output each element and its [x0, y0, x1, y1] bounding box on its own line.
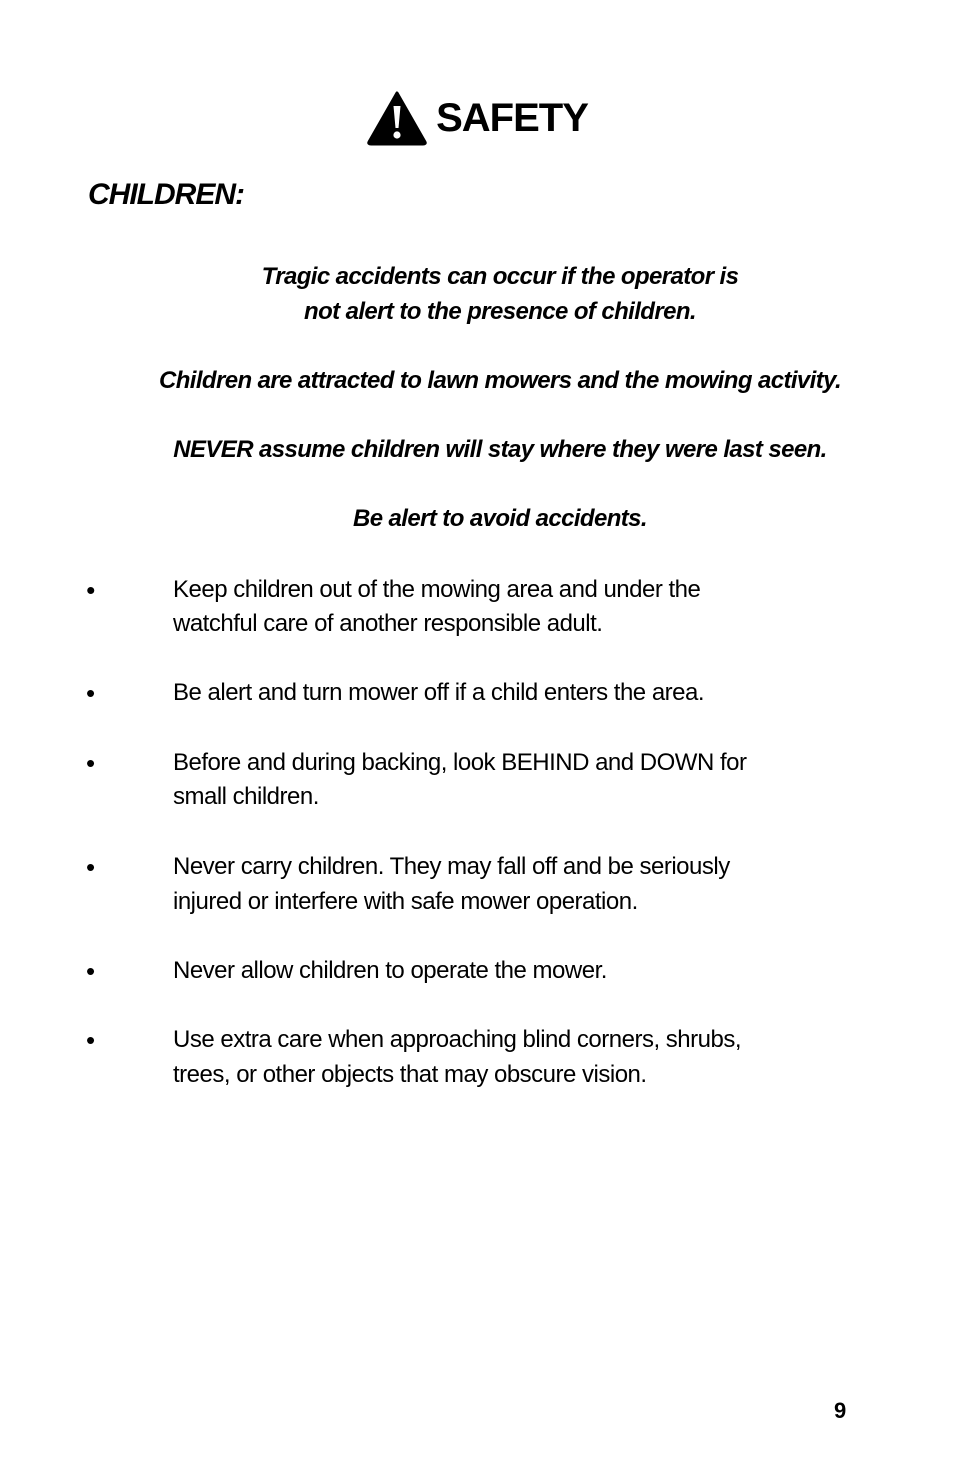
bullet-icon: •: [86, 678, 96, 708]
page-title: SAFETY: [436, 96, 588, 140]
section-title: CHILDREN:: [88, 178, 244, 211]
list-item-text: trees, or other objects that may obscure vision.: [173, 1061, 647, 1088]
bullet-icon: •: [86, 1025, 96, 1055]
warning-line: NEVER assume children will stay where they were last seen.: [173, 436, 827, 463]
list-item-text: Keep children out of the mowing area and under the: [173, 576, 701, 603]
list-item-text: small children.: [173, 783, 319, 810]
warning-line: Children are attracted to lawn mowers and the mowing activity.: [158, 367, 842, 394]
list-item-text: Be alert and turn mower off if a child enters the area.: [173, 679, 705, 706]
list-item-text: Before and during backing, look BEHIND and DOWN for: [173, 749, 747, 776]
list-item-text: Never allow children to operate the mower.: [173, 957, 607, 984]
page-number: 9: [834, 1398, 847, 1423]
page-header: [0, 88, 954, 148]
warning-line: not alert to the presence of children.: [304, 298, 696, 325]
list-item-text: injured or interfere with safe mower operation.: [173, 888, 638, 915]
bullet-icon: •: [86, 575, 96, 605]
bullet-icon: •: [86, 748, 96, 778]
warning-triangle-icon: [366, 90, 428, 146]
list-item-text: Use extra care when approaching blind corners, shrubs,: [173, 1026, 741, 1053]
bullet-icon: •: [86, 956, 96, 986]
warning-line: Be alert to avoid accidents.: [353, 505, 647, 532]
list-item-text: watchful care of another responsible adult.: [173, 610, 603, 637]
list-item-text: Never carry children. They may fall off and be seriously: [173, 853, 730, 880]
warning-line: Tragic accidents can occur if the operator is: [261, 263, 739, 290]
bullet-icon: •: [86, 852, 96, 882]
